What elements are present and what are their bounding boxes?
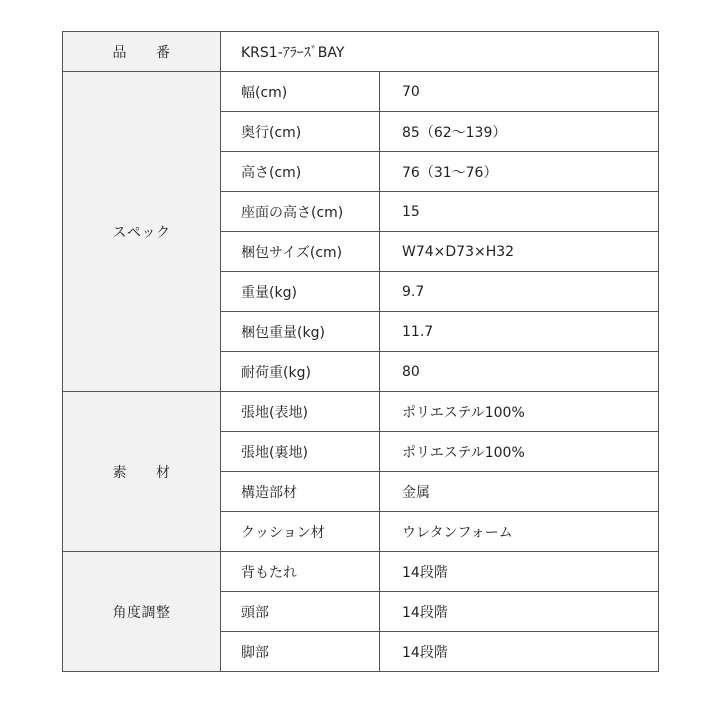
row-value: 金属 <box>380 472 659 512</box>
table-row <box>63 392 659 432</box>
section-title-spec: スペック <box>63 72 221 392</box>
row-label: クッション材 <box>221 512 380 552</box>
row-label: 重量(kg) <box>221 272 380 312</box>
row-label: 張地(裏地) <box>221 432 380 472</box>
row-label: 幅(cm) <box>221 72 380 112</box>
row-value: W74×D73×H32 <box>380 232 659 272</box>
section-title-angle: 角度調整 <box>63 552 221 672</box>
row-value: ポリエステル100% <box>380 432 659 472</box>
model-row <box>63 32 659 72</box>
row-label: 構造部材 <box>221 472 380 512</box>
row-label: 座面の高さ(cm) <box>221 192 380 232</box>
spec-table <box>62 31 659 672</box>
row-value: 9.7 <box>380 272 659 312</box>
row-label: 脚部 <box>221 632 380 672</box>
row-label: 頭部 <box>221 592 380 632</box>
model-number-value: KRS1-ｱﾗｰｽﾞBAY <box>221 32 659 72</box>
row-value: 14段階 <box>380 632 659 672</box>
row-value: 15 <box>380 192 659 232</box>
section-title-materials: 素 材 <box>63 392 221 552</box>
table-row <box>63 72 659 112</box>
row-value: 70 <box>380 72 659 112</box>
row-label: 背もたれ <box>221 552 380 592</box>
row-value: 14段階 <box>380 552 659 592</box>
row-label: 奥行(cm) <box>221 112 380 152</box>
table-row <box>63 552 659 592</box>
row-value: 76（31〜76） <box>380 152 659 192</box>
row-label: 高さ(cm) <box>221 152 380 192</box>
row-value: ポリエステル100% <box>380 392 659 432</box>
row-value: 14段階 <box>380 592 659 632</box>
model-number-label: 品 番 <box>63 32 221 72</box>
row-label: 張地(表地) <box>221 392 380 432</box>
row-label: 耐荷重(kg) <box>221 352 380 392</box>
row-label: 梱包重量(kg) <box>221 312 380 352</box>
row-label: 梱包サイズ(cm) <box>221 232 380 272</box>
row-value: 80 <box>380 352 659 392</box>
row-value: ウレタンフォーム <box>380 512 659 552</box>
row-value: 11.7 <box>380 312 659 352</box>
row-value: 85（62〜139） <box>380 112 659 152</box>
